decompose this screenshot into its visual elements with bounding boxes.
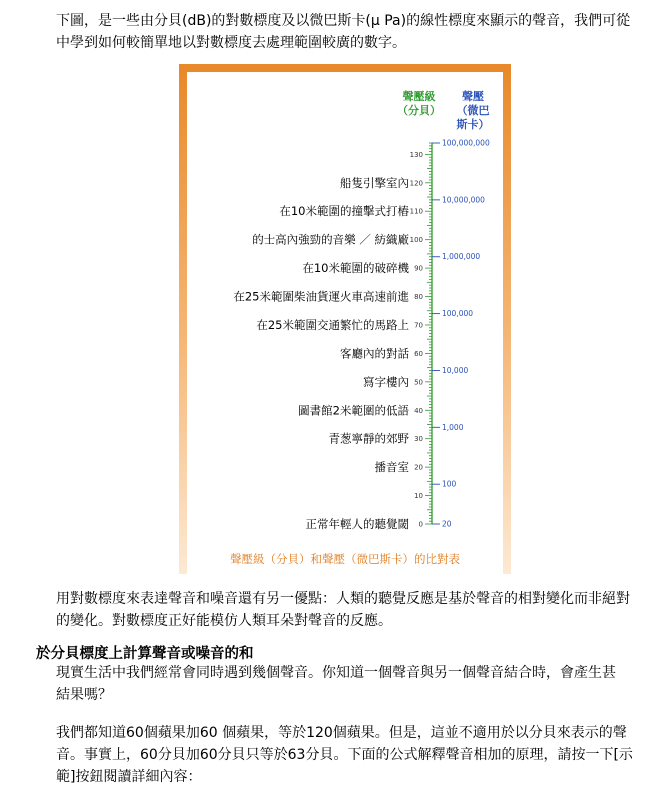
sound-source-label: 在10米範圍的破碎機 — [302, 261, 409, 276]
db-tick-label: 100 — [409, 236, 423, 245]
pa-tick-label: 10,000 — [442, 365, 469, 375]
sound-source-label: 正常年輕人的聽覺閾 — [305, 517, 409, 531]
sound-source-label: 在25米範圍柴油貨運火車高速前進 — [233, 289, 409, 304]
figure-caption: 聲壓級（分貝）和聲壓（微巴斯卡）的比對表 — [230, 552, 460, 566]
sound-source-label: 在10米範圍的撞擊式打樁 — [279, 204, 409, 219]
db-tick-label: 10 — [414, 492, 423, 501]
db-tick-label: 80 — [414, 293, 423, 302]
pa-tick-label: 100 — [442, 479, 457, 489]
db-header-line1: 聲壓級 — [402, 90, 436, 103]
paragraph-combining: 現實生活中我們經常會同時遇到幾個聲音。你知道一個聲音與另一個聲音結合時，會產生甚 結果嗎？ — [56, 665, 630, 703]
section-heading: 於分貝標度上計算聲音或噪音的和 — [36, 646, 254, 662]
sound-source-label: 的士高內強勁的音樂 ／ 紡織廠 — [252, 232, 409, 247]
sound-level-figure — [179, 64, 511, 574]
pa-header-line2: （微巴 — [456, 104, 490, 117]
sound-source-label: 圖書館2米範圍的低語 — [298, 403, 409, 418]
intro-paragraph: 下圖，是一些由分貝(dB)的對數標度及以微巴斯卡(μ Pa)的線性標度來顯示的聲音，我們可從中學到如何較簡單地以對數標度去處理範圍較廣的數字。 — [56, 13, 631, 51]
pa-header-line1: 聲壓 — [462, 90, 484, 103]
db-tick-label: 30 — [414, 435, 423, 444]
sound-source-label: 在25米範圍交通繁忙的馬路上 — [256, 317, 409, 332]
db-tick-label: 130 — [409, 150, 423, 159]
sound-source-label: 青葱寧靜的郊野 — [328, 431, 409, 446]
sound-source-label: 寫字樓內 — [363, 374, 409, 389]
db-tick-label: 20 — [414, 463, 423, 472]
db-tick-label: 70 — [414, 321, 423, 330]
scale-group — [233, 139, 490, 532]
sound-source-label: 播音室 — [374, 460, 409, 475]
db-tick-label: 60 — [414, 349, 423, 358]
db-tick-label: 90 — [414, 264, 423, 273]
pa-tick-label: 1,000 — [442, 422, 464, 432]
db-tick-label: 40 — [414, 406, 423, 415]
db-header-line2: （分貝） — [397, 104, 441, 117]
figure-panel — [187, 72, 503, 574]
paragraph-apples: 我們都知道60個蘋果加60 個蘋果，等於120個蘋果。但是，這並不適用於以分貝來表示的聲音。事實上，60分貝加60分貝只等於63分貝。下面的公式解釋聲音相加的原理，請按一下[示範]按鈕閱讀詳細內容： — [56, 725, 633, 785]
pa-header-line3: 斯卡） — [456, 118, 490, 131]
db-tick-label: 110 — [409, 207, 423, 216]
pa-tick-label: 1,000,000 — [442, 252, 481, 262]
db-tick-label: 0 — [418, 520, 423, 529]
db-tick-label: 50 — [414, 378, 423, 387]
pa-tick-label: 10,000,000 — [442, 195, 485, 205]
db-tick-label: 120 — [409, 179, 423, 188]
pa-tick-label: 100,000 — [442, 309, 474, 319]
sound-source-label: 船隻引擎室內 — [340, 175, 409, 190]
paragraph-advantage: 用對數標度來表達聲音和噪音還有另一優點：人類的聽覺反應是基於聲音的相對變化而非絕對的變化。對數標度正好能模仿人類耳朵對聲音的反應。 — [56, 591, 630, 629]
pa-tick-label: 100,000,000 — [442, 138, 490, 148]
sound-source-label: 客廳內的對話 — [340, 346, 409, 361]
db-pa-chart — [187, 72, 503, 574]
pa-tick-label: 20 — [442, 519, 452, 529]
